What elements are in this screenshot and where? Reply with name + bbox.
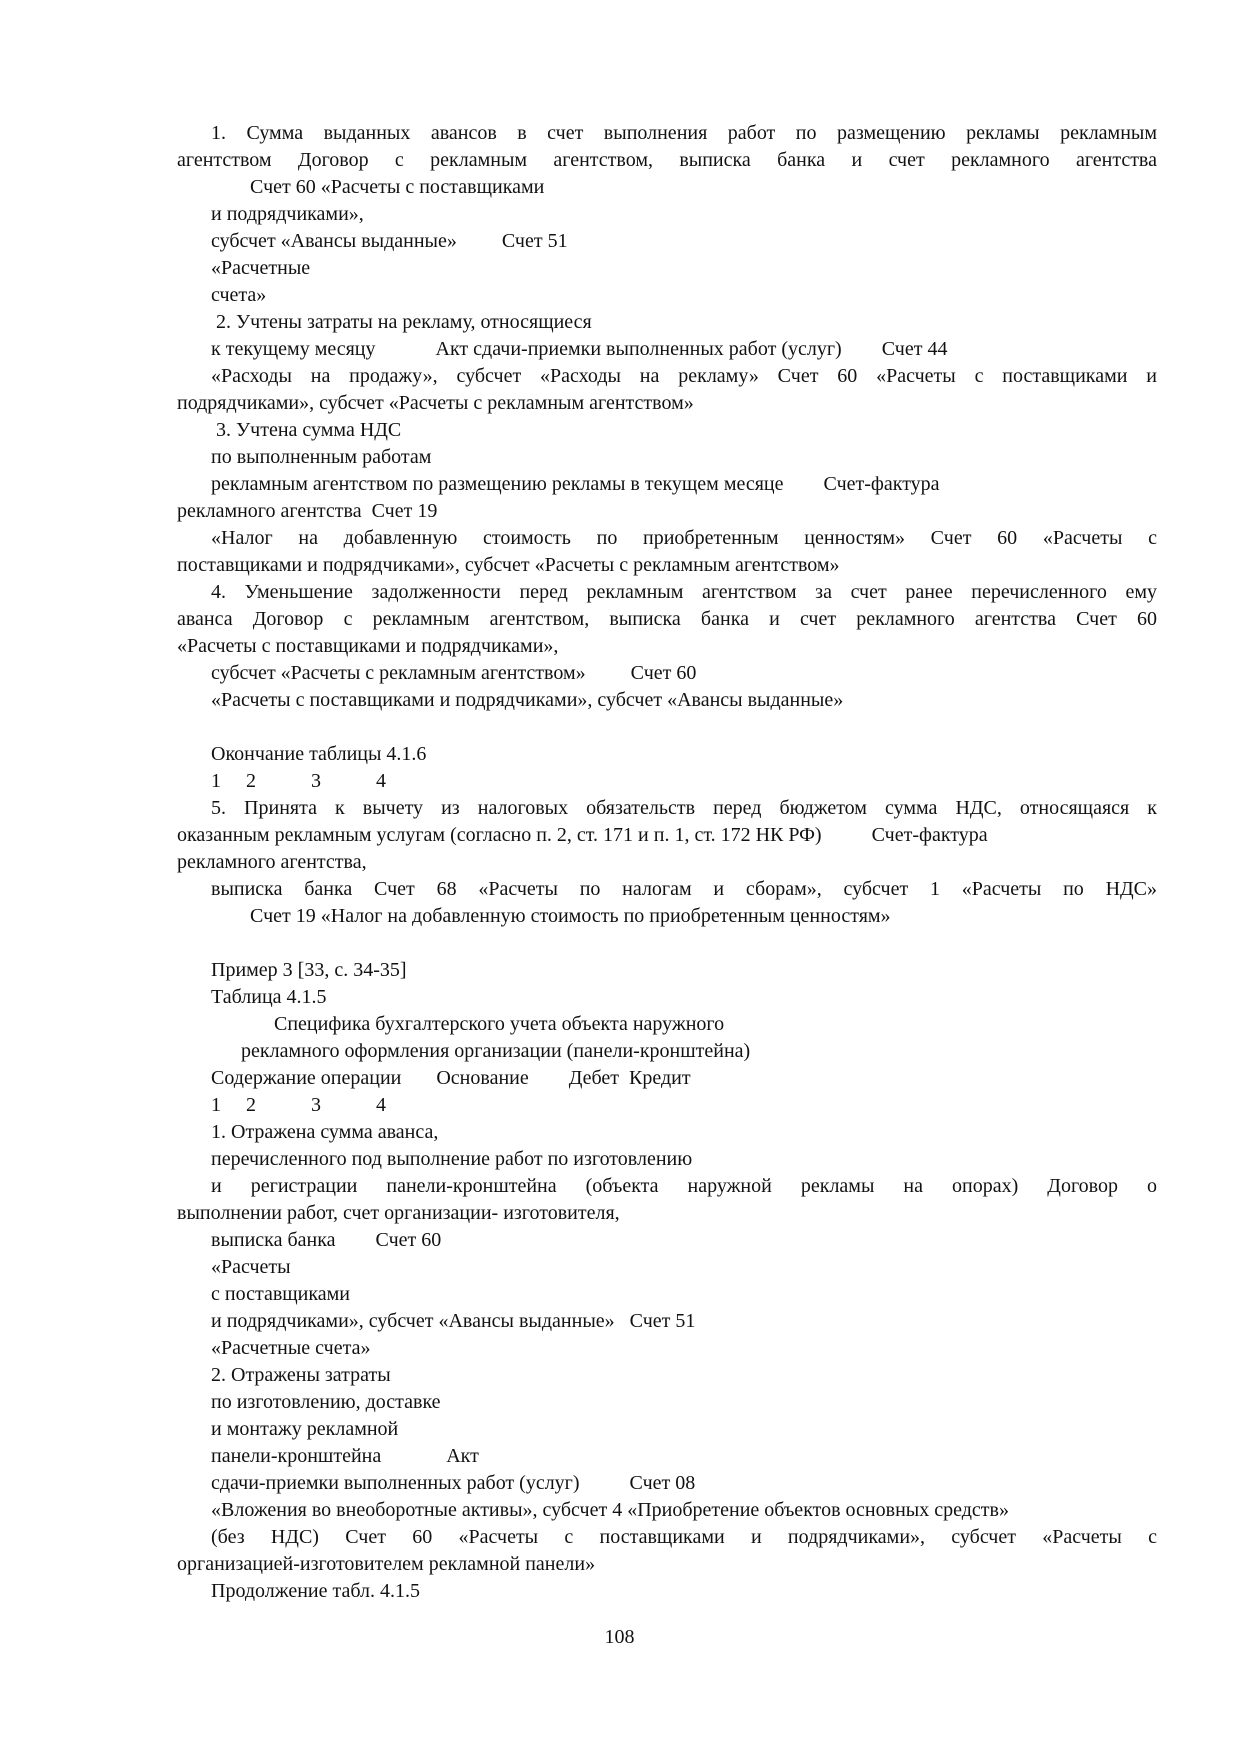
text-line: 3. Учтена сумма НДС: [211, 419, 402, 441]
text-line: 2. Отражены затраты: [211, 1364, 391, 1386]
text-line: и подрядчиками»,: [211, 203, 364, 225]
text-line: 1 2 3 4: [211, 1094, 386, 1116]
text-line: поставщиками и подрядчиками», субсчет «Расчеты с рекламным агентством»: [177, 554, 840, 576]
text-line: 1. Отражена сумма аванса,: [211, 1121, 439, 1143]
text-line: Счет 19 «Налог на добавленную стоимость по приобретенным ценностям»: [250, 905, 891, 927]
text-line: с поставщиками: [211, 1283, 351, 1305]
text-line: субсчет «Авансы выданные» Счет 51: [211, 230, 568, 252]
text-line: счета»: [211, 284, 267, 306]
text-line: рекламного агентства,: [177, 851, 367, 873]
text-line: выписка банка Счет 68 «Расчеты по налогам и сборам», субсчет 1 «Расчеты по НДС»: [211, 878, 1157, 900]
text-line: организацией-изготовителем рекламной панели»: [177, 1553, 596, 1575]
text-line: панели-кронштейна Акт: [211, 1445, 479, 1467]
text-line: рекламного оформления организации (панели-кронштейна): [241, 1040, 751, 1062]
text-line: рекламным агентством по размещению рекламы в текущем месяце Счет-фактура: [211, 473, 940, 495]
text-line: выписка банка Счет 60: [211, 1229, 442, 1251]
text-line: 5. Принята к вычету из налоговых обязательств перед бюджетом сумма НДС, относящаяся к: [211, 797, 1157, 819]
page-number: 108: [604, 1626, 635, 1648]
text-line: 1. Сумма выданных авансов в счет выполнения работ по размещению рекламы рекламным: [211, 122, 1157, 144]
text-line: «Налог на добавленную стоимость по приобретенным ценностям» Счет 60 «Расчеты с: [211, 527, 1157, 549]
text-line: выполнении работ, счет организации- изготовителя,: [177, 1202, 620, 1224]
text-line: «Расчеты с поставщиками и подрядчиками»,: [177, 635, 559, 657]
text-line: аванса Договор с рекламным агентством, выписка банка и счет рекламного агентства Счет 60: [177, 608, 1157, 630]
text-line: Таблица 4.1.5: [211, 986, 327, 1008]
text-line: и регистрации панели-кронштейна (объекта наружной рекламы на опорах) Договор о: [211, 1175, 1157, 1197]
text-line: оказанным рекламным услугам (согласно п. 2, ст. 171 и п. 1, ст. 172 НК РФ) Счет-фактура: [177, 824, 988, 846]
text-line: агентством Договор с рекламным агентством, выписка банка и счет рекламного агентства: [177, 149, 1157, 171]
text-line: по изготовлению, доставке: [211, 1391, 441, 1413]
text-line: Продолжение табл. 4.1.5: [211, 1580, 420, 1602]
text-line: «Расчетные счета»: [211, 1337, 371, 1359]
text-line: подрядчиками», субсчет «Расчеты с рекламным агентством»: [177, 392, 694, 414]
text-line: Специфика бухгалтерского учета объекта наружного: [274, 1013, 725, 1035]
text-line: 4. Уменьшение задолженности перед рекламным агентством за счет ранее перечисленного ему: [211, 581, 1157, 603]
text-line: к текущему месяцу Акт сдачи-приемки выполненных работ (услуг) Счет 44: [211, 338, 948, 360]
text-line: Содержание операции Основание Дебет Кредит: [211, 1067, 691, 1089]
text-line: «Расчеты: [211, 1256, 291, 1278]
text-line: «Вложения во внеоборотные активы», субсчет 4 «Приобретение объектов основных средств»: [211, 1499, 1009, 1521]
text-line: субсчет «Расчеты с рекламным агентством» Счет 60: [211, 662, 697, 684]
text-line: по выполненным работам: [211, 446, 432, 468]
text-line: рекламного агентства Счет 19: [177, 500, 438, 522]
text-line: и монтажу рекламной: [211, 1418, 399, 1440]
text-line: перечисленного под выполнение работ по изготовлению: [211, 1148, 693, 1170]
text-line: (без НДС) Счет 60 «Расчеты с поставщиками и подрядчиками», субсчет «Расчеты с: [211, 1526, 1157, 1548]
text-line: Пример 3 [33, с. 34-35]: [211, 959, 407, 981]
text-line: Окончание таблицы 4.1.6: [211, 743, 427, 765]
text-line: «Расчетные: [211, 257, 311, 279]
text-line: 1 2 3 4: [211, 770, 386, 792]
text-line: Счет 60 «Расчеты с поставщиками: [250, 176, 545, 198]
text-line: «Расходы на продажу», субсчет «Расходы на рекламу» Счет 60 «Расчеты с поставщиками и: [211, 365, 1157, 387]
text-line: сдачи-приемки выполненных работ (услуг) Счет 08: [211, 1472, 696, 1494]
text-line: и подрядчиками», субсчет «Авансы выданные» Счет 51: [211, 1310, 696, 1332]
text-line: «Расчеты с поставщиками и подрядчиками», субсчет «Авансы выданные»: [211, 689, 844, 711]
text-line: 2. Учтены затраты на рекламу, относящиеся: [211, 311, 592, 333]
